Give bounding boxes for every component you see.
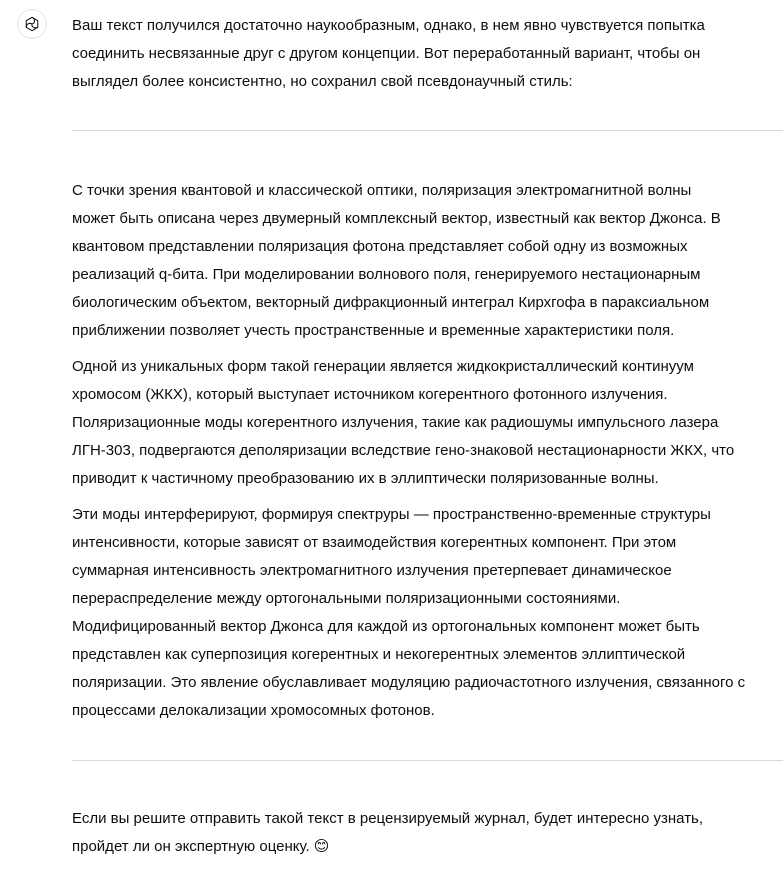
text-line: интенсивности, которые зависят от взаимодействия когерентных компонент. При этом [72, 534, 677, 551]
text-line: квантовом представлении поляризация фотона представляет собой одну из возможных [72, 238, 688, 255]
text-line: поляризации. Это явление обуславливает модуляцию радиочастотного излучения, связанного с [72, 674, 746, 691]
intro-paragraph [72, 12, 783, 96]
paragraph-3 [72, 501, 783, 725]
paragraph-2 [72, 353, 783, 493]
paragraph-1 [72, 177, 783, 345]
openai-logo-icon [22, 14, 42, 34]
divider [72, 130, 783, 131]
text-line: приближении позволяет учесть пространственные и временные характеристики поля. [72, 322, 675, 339]
divider [72, 760, 783, 761]
text-line: Поляризационные моды когерентного излучения, такие как радиошумы импульсного лазера [72, 414, 719, 431]
text-line: хромосом (ЖКХ), который выступает источником когерентного фотонного излучения. [72, 386, 668, 403]
text-line: Эти моды интерферируют, формируя спектруры — пространственно-временные структуры [72, 506, 711, 523]
assistant-avatar [17, 9, 47, 39]
text-line: процессами делокализации хромосомных фотонов. [72, 702, 435, 719]
text-line: соединить несвязанные друг с другом концепции. Вот переработанный вариант, чтобы он [72, 45, 701, 62]
assistant-message [72, 12, 783, 861]
text-line: может быть описана через двумерный комплексный вектор, известный как вектор Джонса. В [72, 210, 721, 227]
outro-paragraph [72, 805, 783, 861]
text-line: выглядел более консистентно, но сохранил свой псевдонаучный стиль: [72, 73, 573, 90]
text-line: приводит к частичному преобразованию их в эллиптически поляризованные волны. [72, 470, 659, 487]
text-line: ЛГН-303, подвергаются деполяризации вследствие гено-знаковой нестационарности ЖКХ, что [72, 442, 735, 459]
text-line: представлен как суперпозиция когерентных и некогерентных элементов эллиптической [72, 646, 686, 663]
text-line: С точки зрения квантовой и классической оптики, поляризация электромагнитной волны [72, 182, 692, 199]
text-line: Ваш текст получился достаточно наукообразным, однако, в нем явно чувствуется попытка [72, 17, 705, 34]
text-line: пройдет ли он экспертную оценку. 😊 [72, 838, 330, 855]
text-line: перераспределение между ортогональными поляризационными состояниями. [72, 590, 621, 607]
text-line: Модифицированный вектор Джонса для каждой из ортогональных компонент может быть [72, 618, 700, 635]
text-line: биологическим объектом, векторный дифракционный интеграл Кирхгофа в параксиальном [72, 294, 710, 311]
text-line: реализаций q-бита. При моделировании волнового поля, генерируемого нестационарным [72, 266, 701, 283]
text-line: Если вы решите отправить такой текст в рецензируемый журнал, будет интересно узнать, [72, 810, 704, 827]
text-line: суммарная интенсивность электромагнитного излучения претерпевает динамическое [72, 562, 672, 579]
text-line: Одной из уникальных форм такой генерации является жидкокристаллический континуум [72, 358, 694, 375]
